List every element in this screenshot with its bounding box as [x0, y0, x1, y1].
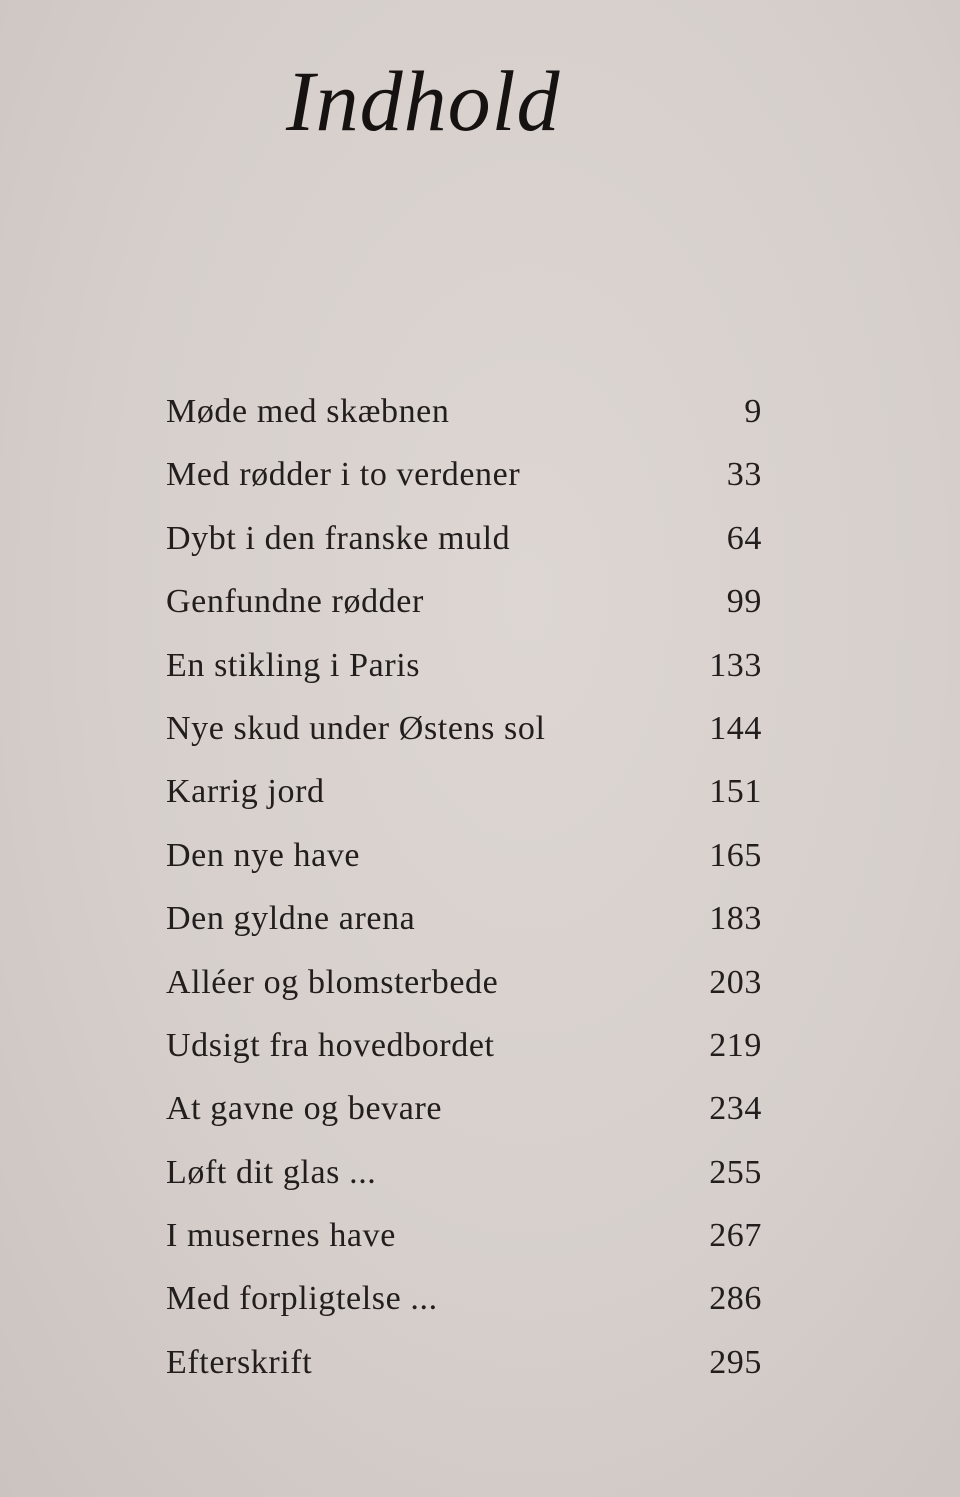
toc-entry-page-number: 64 — [726, 519, 762, 557]
toc-entry-title: Alléer og blomsterbede — [166, 963, 499, 1001]
toc-entry — [166, 837, 762, 900]
toc-entry-page-number: 286 — [709, 1280, 762, 1318]
toc-entry-page-number: 165 — [709, 836, 762, 874]
toc-entry-title: I musernes have — [166, 1217, 396, 1255]
toc-entry-title: Udsigt fra hovedbordet — [166, 1026, 495, 1064]
toc-entry — [166, 900, 762, 963]
table-of-contents — [166, 393, 762, 1407]
toc-entry — [166, 1217, 762, 1280]
toc-entry-title: Karrig jord — [166, 773, 325, 811]
toc-entry-title: At gavne og bevare — [166, 1090, 443, 1128]
toc-entry — [166, 1090, 762, 1153]
toc-entry-page-number: 183 — [709, 900, 762, 938]
toc-entry-page-number: 33 — [726, 456, 762, 494]
toc-entry — [166, 1027, 762, 1090]
toc-entry-title: Med rødder i to verdener — [166, 456, 521, 494]
toc-entry-title: Efterskrift — [166, 1343, 313, 1381]
page-title: Indhold — [286, 53, 561, 149]
toc-entry — [166, 647, 762, 710]
toc-entry — [166, 583, 762, 646]
toc-entry — [166, 1154, 762, 1217]
toc-entry-page-number: 99 — [726, 583, 762, 621]
toc-entry-page-number: 203 — [709, 963, 762, 1001]
toc-entry — [166, 1344, 762, 1407]
toc-entry-page-number: 219 — [709, 1026, 762, 1064]
toc-entry — [166, 520, 762, 583]
toc-entry-title: Med forpligtelse ... — [166, 1280, 438, 1318]
toc-entry — [166, 773, 762, 836]
toc-entry-title: Den nye have — [166, 836, 361, 874]
toc-entry-page-number: 9 — [744, 393, 762, 430]
toc-entry — [166, 710, 762, 773]
toc-entry-page-number: 151 — [709, 773, 762, 811]
toc-entry-page-number: 234 — [709, 1090, 762, 1128]
toc-entry-title: Dybt i den franske muld — [166, 519, 511, 557]
toc-entry-title: En stikling i Paris — [166, 646, 421, 684]
toc-entry-page-number: 295 — [709, 1343, 762, 1381]
toc-entry — [166, 964, 762, 1027]
toc-entry-page-number: 144 — [709, 709, 762, 747]
toc-entry-page-number: 267 — [709, 1217, 762, 1255]
toc-entry-title: Genfundne rødder — [166, 583, 424, 621]
toc-entry — [166, 1280, 762, 1343]
toc-entry-title: Møde med skæbnen — [166, 393, 450, 430]
toc-entry — [166, 393, 762, 456]
toc-entry-title: Nye skud under Østens sol — [166, 709, 546, 747]
toc-entry-page-number: 255 — [709, 1153, 762, 1191]
toc-entry — [166, 456, 762, 519]
toc-entry-title: Den gyldne arena — [166, 900, 416, 938]
toc-entry-page-number: 133 — [709, 646, 762, 684]
toc-entry-title: Løft dit glas ... — [166, 1153, 377, 1191]
